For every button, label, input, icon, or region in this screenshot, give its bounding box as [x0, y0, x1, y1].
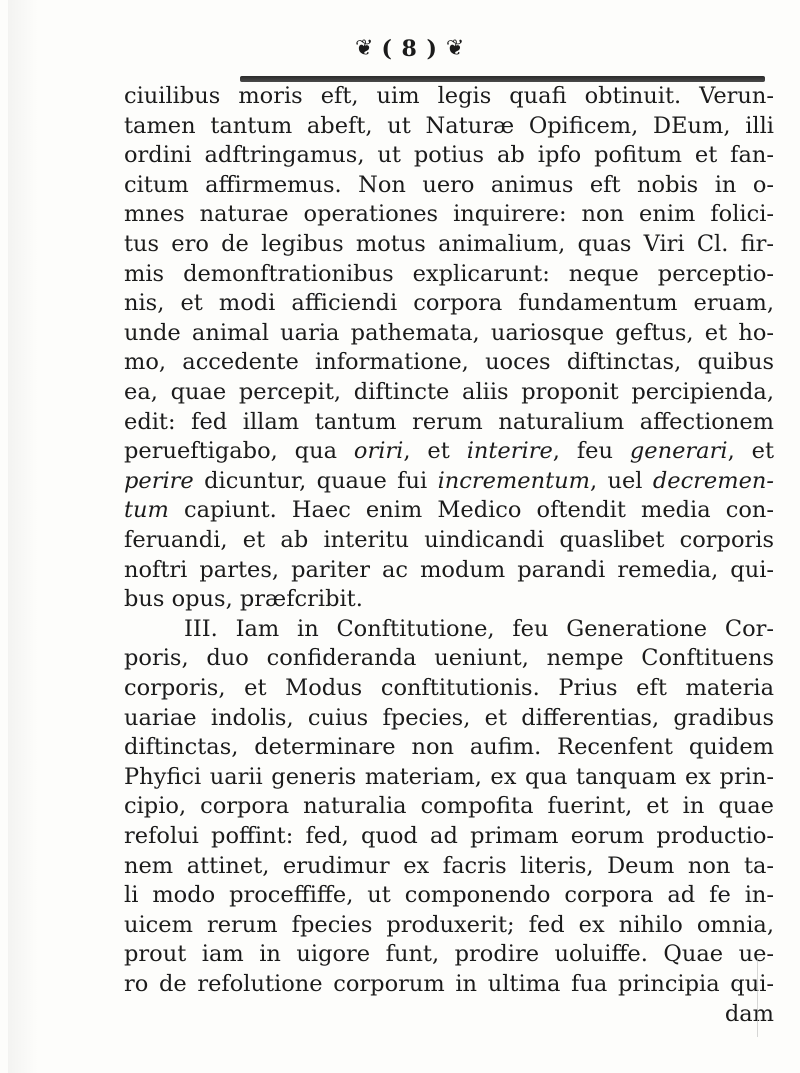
text-line	[124, 644, 774, 673]
text-line	[124, 496, 774, 525]
text-line	[124, 230, 774, 259]
text-segment: nis, et modi afficiendi corpora fundamentum eruam,	[124, 290, 774, 317]
text-segment: capiunt. Haec enim Medico oftendit media con-	[168, 497, 774, 524]
text-line	[124, 852, 774, 881]
text-line	[124, 556, 774, 585]
page-fold-shadow	[8, 0, 38, 1073]
text-line	[124, 704, 774, 733]
text-segment: III. Iam in Conftitutione, feu Generatione Cor-	[184, 615, 774, 642]
text-line	[124, 437, 774, 466]
italic-word: perire	[124, 467, 194, 494]
text-line	[124, 822, 774, 851]
text-line	[124, 348, 774, 377]
text-segment: nem attinet, erudimur ex facris literis, Deum non ta-	[124, 852, 774, 879]
fleuron-right-icon: ❦	[445, 36, 465, 61]
text-segment: tus ero de legibus motus animalium, quas Viri Cl. fir-	[124, 231, 774, 257]
text-segment: uariae indolis, cuius fpecies, et differentias, gradibus	[124, 704, 774, 731]
text-segment: prout iam in uigore funt, prodire uoluiffe. Quae ue-	[124, 941, 774, 968]
text-line	[124, 881, 774, 910]
text-line	[124, 792, 774, 821]
italic-word: decremen-	[652, 467, 774, 494]
text-line	[124, 1000, 774, 1029]
text-segment: noftri partes, pariter ac modum parandi remedia, qui-	[124, 556, 774, 583]
text-line	[124, 585, 774, 614]
text-line	[124, 674, 774, 703]
text-line	[124, 141, 774, 170]
italic-word: oriri	[353, 438, 404, 465]
text-line	[124, 408, 774, 437]
text-line	[124, 319, 774, 348]
text-line	[124, 763, 774, 792]
text-segment: ordini adftringamus, ut potius ab ipfo pofitum et fan-	[124, 142, 774, 169]
text-line	[124, 378, 774, 407]
text-segment: ro de refolutione corporum in ultima fua principia qui-	[124, 971, 774, 997]
text-line	[124, 112, 774, 141]
text-segment: mo, accedente informatione, uoces diftinctas, quibus	[124, 349, 774, 376]
text-line	[124, 970, 774, 999]
text-segment: refolui poffint: fed, quod ad primam eorum productio-	[124, 823, 774, 849]
text-line	[124, 940, 774, 969]
text-segment: ea, quae percepit, diftincte aliis proponit percipienda,	[124, 379, 774, 405]
text-segment: cipio, corpora naturalia compofita fuerint, et in quae	[124, 793, 774, 820]
text-segment: ciuilibus moris eft, uim legis quafi obtinuit. Verun-	[124, 83, 774, 109]
text-line	[124, 171, 774, 200]
text-line	[124, 526, 774, 555]
text-segment: diftinctas, determinare non aufim. Recenfent quidem	[124, 734, 774, 761]
text-line	[124, 615, 774, 644]
text-segment: unde animal uaria pathemata, uariosque geftus, et ho-	[124, 319, 774, 346]
italic-word: interire	[466, 438, 553, 465]
text-segment: dam	[724, 1000, 774, 1027]
text-segment: tamen tantum abeft, ut Naturæ Opificem, DEum, illi	[124, 112, 774, 139]
text-segment: Phyfici uarii generis materiam, ex qua tanquam ex prin-	[124, 763, 774, 790]
text-segment: edit: fed illam tantum rerum naturalium affectionem	[124, 408, 774, 435]
text-line	[124, 200, 774, 229]
page-number: ( 8 )	[381, 36, 438, 62]
text-line	[124, 289, 774, 318]
text-segment: li modo proceffiffe, ut componendo corpora ad fe in-	[124, 882, 774, 909]
text-segment: , et	[403, 438, 467, 465]
text-segment: mnes naturae operationes inquirere: non enim folici-	[124, 201, 774, 228]
text-segment: corporis, et Modus conftitutionis. Prius eft materia	[124, 675, 774, 701]
margin-mark	[757, 957, 778, 1037]
text-line	[124, 733, 774, 762]
italic-word: tum	[124, 497, 169, 524]
page-header	[355, 34, 555, 64]
text-segment: poris, duo confideranda ueniunt, nempe Conftituens	[124, 645, 774, 672]
fleuron-left-icon: ❦	[355, 36, 374, 61]
text-line	[124, 911, 774, 940]
italic-word: incrementum	[437, 467, 590, 494]
text-segment: , uel	[589, 467, 653, 494]
text-line	[124, 82, 774, 111]
text-line	[124, 260, 774, 289]
text-segment: feruandi, et ab interitu uindicandi quaslibet corporis	[124, 527, 774, 553]
text-line	[124, 467, 774, 496]
text-segment: dicuntur, quaue fui	[193, 467, 438, 494]
text-segment: uicem rerum fpecies produxerit; fed ex nihilo omnia,	[124, 911, 774, 938]
text-segment: , et	[727, 438, 774, 465]
italic-word: generari	[629, 438, 728, 465]
text-segment: mis demonftrationibus explicarunt: neque perceptio-	[124, 260, 774, 287]
text-segment: bus opus, præfcribit.	[124, 586, 363, 613]
text-segment: citum affirmemus. Non uero animus eft nobis in o-	[124, 171, 774, 198]
text-segment: perueftigabo, qua	[124, 438, 354, 465]
text-segment: , feu	[552, 438, 630, 465]
